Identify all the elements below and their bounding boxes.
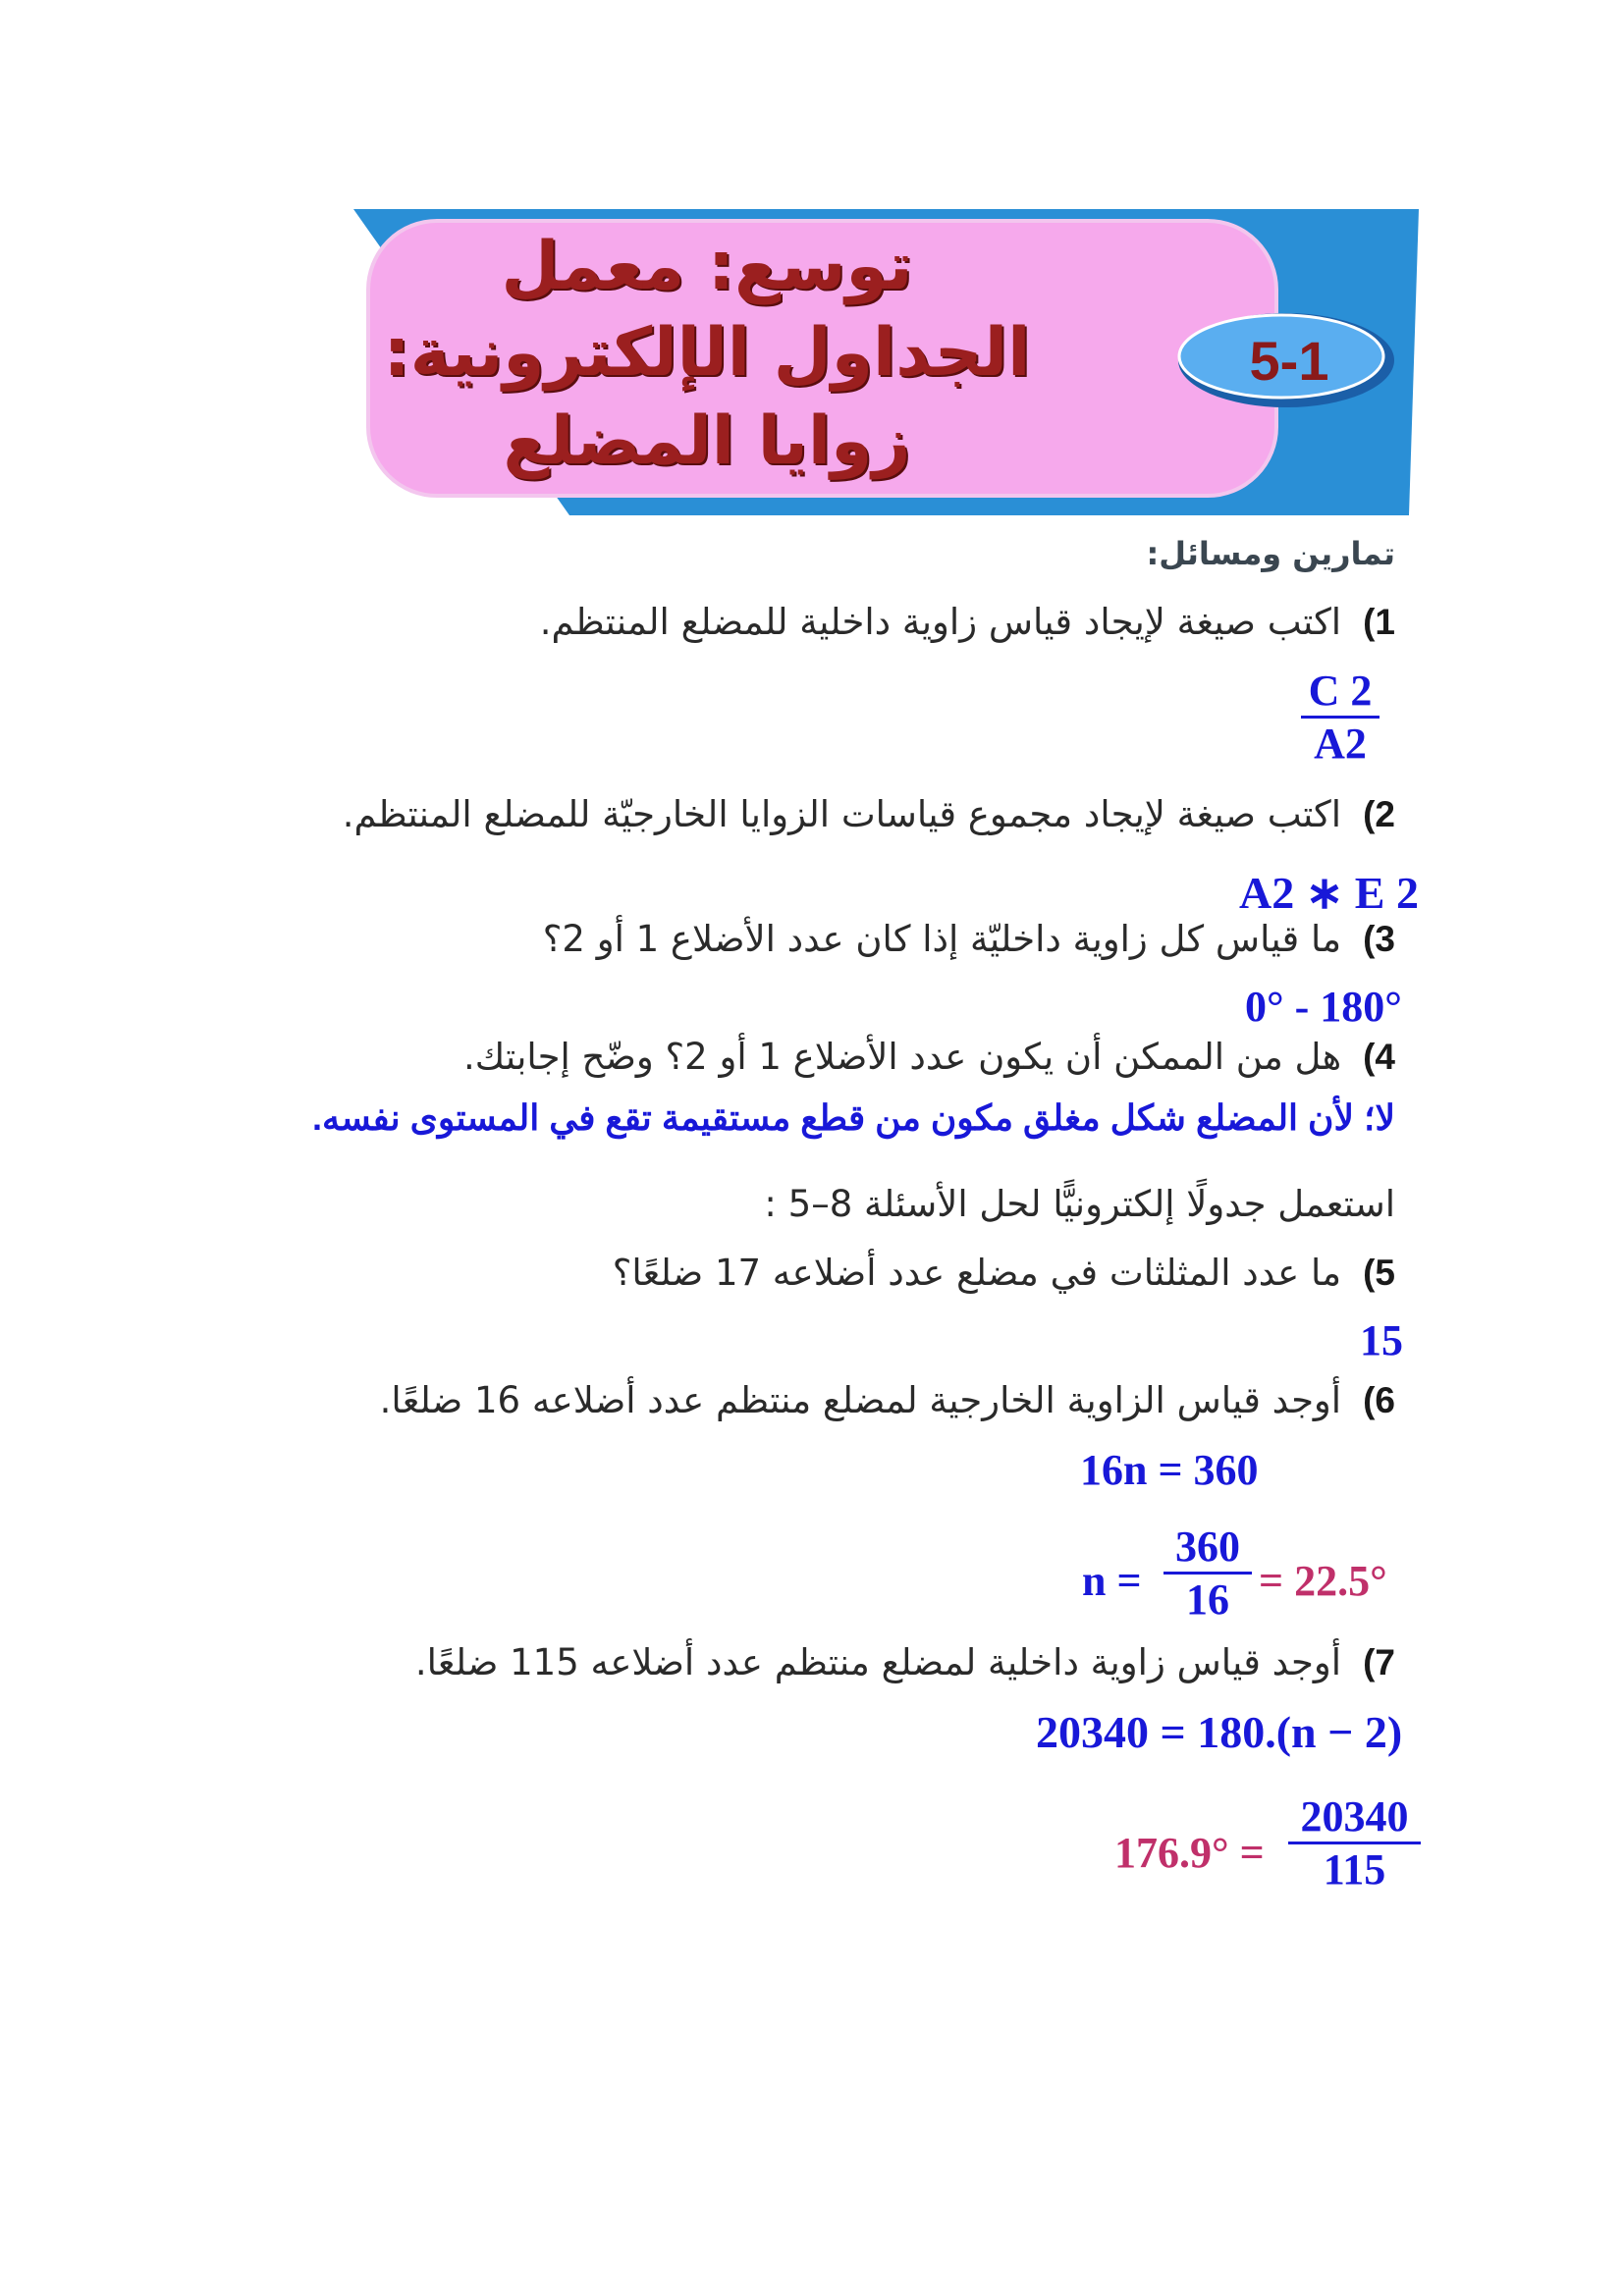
answer-7-lhs: 176.9° = [1114, 1829, 1265, 1877]
question-4 [463, 1036, 1395, 1078]
title-line-2: الجداول الإلكترونية: [383, 314, 1031, 392]
question-number: 3) [1363, 919, 1395, 959]
question-3 [543, 918, 1395, 960]
title-line-3: زوايا المضلع [503, 402, 911, 480]
question-number: 1) [1363, 602, 1395, 642]
question-number: 7) [1363, 1642, 1395, 1682]
answer-4: لا؛ لأن المضلع شكل مغلق مكون من قطع مستقيمة تقع في المستوى نفسه. [312, 1097, 1395, 1138]
answer-3: 0° - 180° [1245, 983, 1402, 1031]
question-6 [380, 1379, 1395, 1421]
spreadsheet-instruction: استعمل جدولًا إلكترونيًّا لحل الأسئلة 8–5 : [764, 1183, 1395, 1225]
question-2 [343, 793, 1395, 835]
answer-1-fraction [1301, 666, 1380, 769]
question-number: 2) [1363, 794, 1395, 834]
answer-5: 15 [1360, 1316, 1403, 1364]
question-1 [540, 601, 1395, 643]
question-text: هل من الممكن أن يكون عدد الأضلاع 1 أو 2؟ وضّح إجابتك. [462, 1036, 1342, 1078]
answer-6-result: = 22.5° [1259, 1557, 1387, 1605]
question-5 [613, 1252, 1395, 1294]
question-7 [415, 1641, 1395, 1683]
question-text: اكتب صيغة لإيجاد قياس زاوية داخلية للمضلع المنتظم. [539, 601, 1342, 643]
question-text: ما عدد المثلثات في مضلع عدد أضلاعه 17 ضلعًا؟ [612, 1252, 1342, 1294]
question-number: 4) [1363, 1037, 1395, 1077]
question-text: اكتب صيغة لإيجاد مجموع قياسات الزوايا الخارجيّة للمضلع المنتظم. [342, 793, 1342, 835]
answer-2: A2 ∗ E 2 [1239, 868, 1419, 918]
question-number: 6) [1363, 1380, 1395, 1420]
answer-6-fraction [1163, 1522, 1252, 1625]
answer-7-numerator: 20340 [1300, 1792, 1409, 1841]
answer-6-line-1: 16n = 360 [1080, 1446, 1259, 1494]
answer-6-numerator: 360 [1175, 1522, 1240, 1571]
answer-6-lhs: n = [1082, 1557, 1142, 1605]
question-number: 5) [1363, 1253, 1395, 1293]
title-line-1: توسع: معمل [501, 228, 913, 305]
answer-6-denominator: 16 [1186, 1575, 1229, 1624]
answer-1-denominator: A2 [1314, 720, 1367, 768]
answer-7-line-1: 20340 = 180.(n − 2) [1036, 1707, 1403, 1757]
answer-7-denominator: 115 [1323, 1845, 1386, 1894]
section-heading: تمارين ومسائل: [1146, 535, 1395, 572]
question-text: أوجد قياس الزاوية الخارجية لمضلع منتظم عدد أضلاعه 16 ضلعًا. [379, 1379, 1342, 1421]
lesson-number: 5-1 [1249, 330, 1329, 392]
answer-1-numerator: C 2 [1308, 667, 1373, 715]
question-text: أوجد قياس زاوية داخلية لمضلع منتظم عدد أضلاعه 115 ضلعًا. [414, 1641, 1342, 1683]
question-text: ما قياس كل زاوية داخليّة إذا كان عدد الأضلاع 1 أو 2؟ [542, 918, 1342, 960]
answer-7-fraction [1288, 1791, 1421, 1895]
